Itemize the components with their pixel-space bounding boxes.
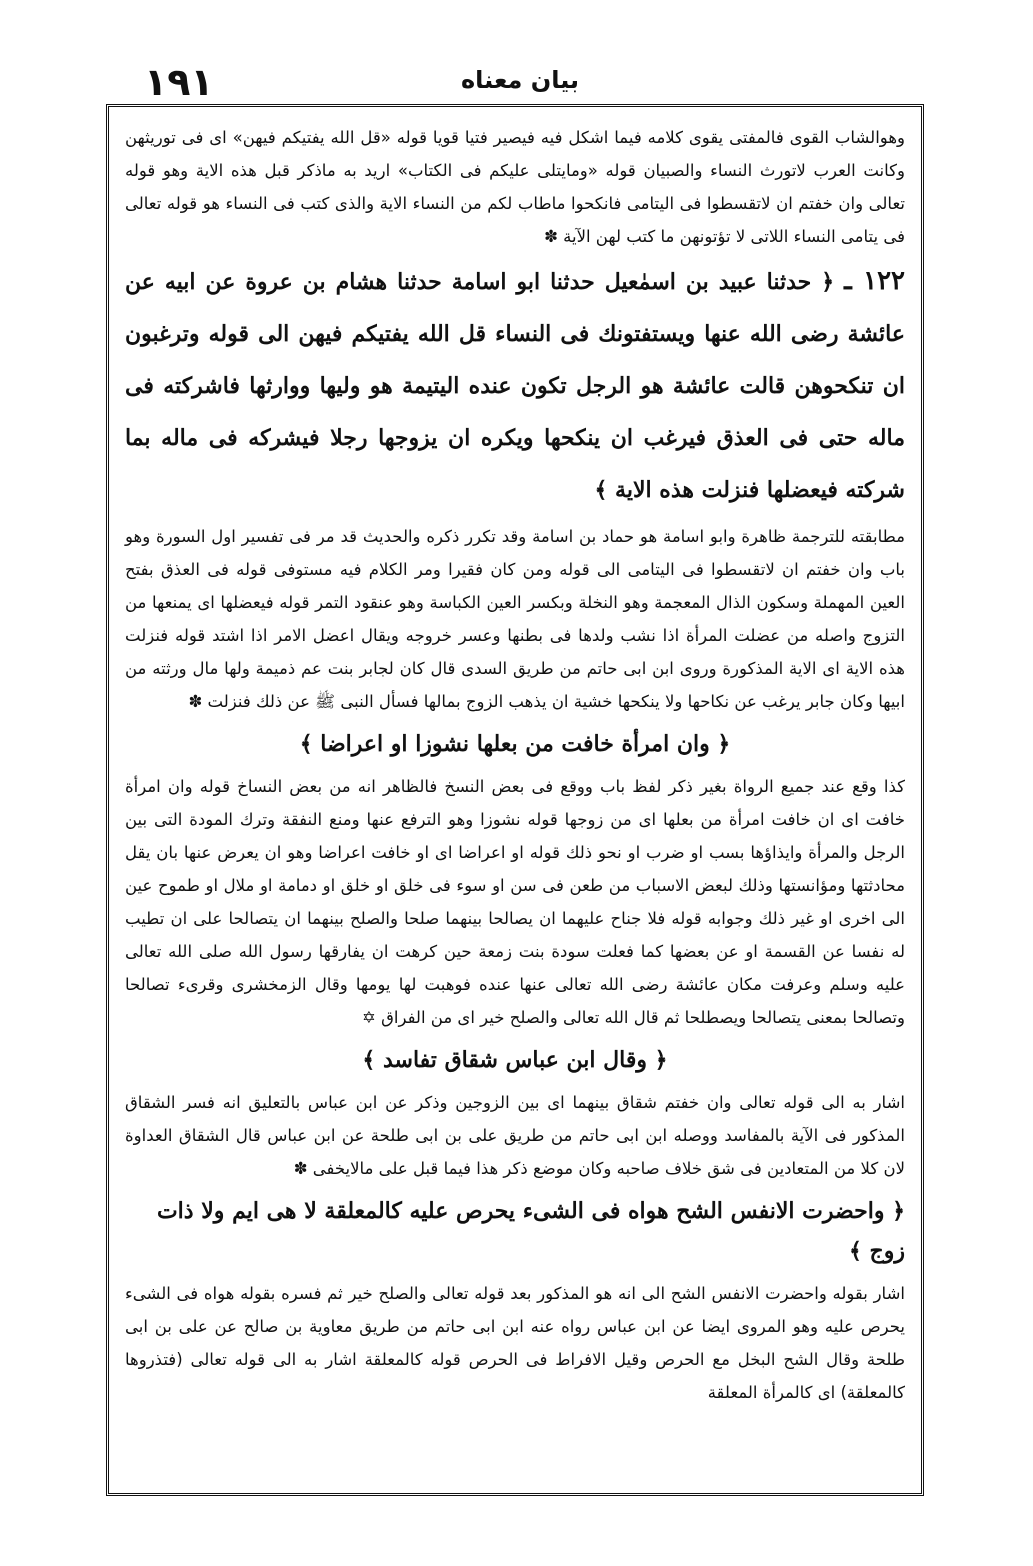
hadith-body: ﴿ حدثنا عبيد بن اسمٰعيل حدثنا ابو اسامة حدثنا هشام بن عروة عن ابيه عن عائشة رضی الله عنها ويستفتونك فی النساء قل الله يفتيكم فيهن الی قوله وترغبون ان تنكحوهن قالت عائشة هو الرجل تكون عنده اليتيمة هو وليها ووارثها فاشركته فی ماله حتی فی العذق فيرغب ان ينكحها ويكره ان يزوجها رجلا فيشركه فی ماله بما شركته فيعضلها فنزلت هذه الاية ﴾ bbox=[125, 269, 905, 503]
section-heading-2: ﴿ وان امرأة خافت من بعلها نشوزا او اعراضا ﴾ bbox=[299, 731, 731, 757]
running-title: بيان معناه bbox=[460, 66, 580, 94]
hadith-text bbox=[125, 255, 905, 516]
commentary-paragraph-1: مطابقته للترجمة ظاهرة وابو اسامة هو حماد بن اسامة وقد تكرر ذكره والحديث قد مر فی تفسير اول السورة وهو باب وان خفتم ان لاتقسطوا فی اليتامی الی قوله ومن كان فقيرا ومر الكلام فيه مستوفی قوله فی العذق بفتح العين المهملة وسكون الذال المعجمة وهو النخلة وبكسر العين الكباسة وهو عنقود التمر قوله فيعضلها ای يمنعها من التزوج واصله من عضلت المرأة اذا نشب ولدها فی بطنها وعسر خروجه ويقال اعضل الامر اذا اشتد قوله فنزلت هذه الاية ای الاية المذكورة وروی ابن ابی حاتم من طريق السدی قال كان لجابر بنت عم ذميمة ولها مال ورثته من ابيها وكان جابر يرغب عن نكاحها ولا ينكحها خشية ان يذهب الزوج بمالها فسأل النبی ﷺ عن ذلك فنزلت ✽ bbox=[125, 527, 905, 711]
page-number: ١٩١ bbox=[144, 60, 214, 104]
page-frame bbox=[106, 104, 924, 1496]
section-heading-3: ﴿ وقال ابن عباس شقاق تفاسد ﴾ bbox=[362, 1047, 668, 1073]
page-header bbox=[110, 62, 930, 102]
commentary-paragraph-2: كذا وقع عند جميع الرواة بغير ذكر لفظ باب ووقع فی بعض النسخ فالظاهر انه من بعض النساخ قوله وان امرأة خافت ای ان خافت امرأة من بعلها ای من زوجها قوله نشوزا وهو الترفع عنها ومنع النفقة وترك المودة التی بين الرجل والمرأة وايذاؤها بسب او ضرب او نحو ذلك قوله او اعراضا ای او خافت اعراضا وهو ان يعرض عنها بان يقل محادثتها ومؤانستها وذلك لبعض الاسباب من طعن فی سن او سوء فی خلق او خلق او دمامة او ملال او طموح عين الی اخری او غير ذلك وجوابه قوله فلا جناح عليهما ان يصالحا بينهما صلحا والصلح بينهما ان يتصالحا علی ان تطيب له نفسا عن القسمة او عن بعضها كما فعلت سودة بنت زمعة حين كرهت ان يفارقها رسول الله صلی الله تعالی عليه وسلم وعرفت مكان عائشة رضی الله تعالی عنها عنده فوهبت لها يومها وقال الزمخشری وقریء تصالحا وتصالحا بمعنی يتصالحا ويصطلحا ثم قال الله تعالی والصلح خير ای من الفراق ✡ bbox=[125, 777, 905, 1027]
hadith-number: ١٢٢ ـ bbox=[844, 266, 906, 296]
commentary-paragraph-3: اشار به الی قوله تعالی وان خفتم شقاق بينهما ای بين الزوجين وذكر عن ابن عباس بالتعليق انه فسر الشقاق المذكور فی الآية بالمفاسد ووصله ابن ابی حاتم من طريق علی بن ابی طلحة عن ابن عباس قال الشقاق العداوة لان كلا من المتعادين فی شق خلاف صاحبه وكان موضع ذكر هذا فيما قبل علی مالايخفی ✽ bbox=[125, 1093, 905, 1178]
intro-paragraph: وهوالشاب القوی فالمفتی يقوی كلامه فيما اشكل فيه فيصير فتيا قويا قوله «قل الله يفتيكم فيهن» ای فی توريثهن وكانت العرب لاتورث النساء والصبيان قوله «ومايتلی عليكم فی الكتاب» اريد به ماذكر قبل هذه الاية وهو قوله تعالی وان خفتم ان لاتقسطوا فی اليتامی فانكحوا ماطاب لكم من النساء الاية والذی كتب فی النساء هو قوله تعالی فی يتامی النساء اللاتی لا تؤتونهن ما كتب لهن الآية ✽ bbox=[125, 128, 905, 246]
commentary-paragraph-4: اشار بقوله واحضرت الانفس الشح الی انه هو المذكور بعد قوله تعالی والصلح خير ثم فسره بقوله هواه فی الشیء يحرص عليه وهو المروی ايضا عن ابن عباس رواه عنه ابن ابی حاتم من طريق معاوية بن صالح عن علی بن ابی طلحة وقال الشح البخل مع الحرص وقيل الافراط فی الحرص قوله كالمعلقة اشار به الی قوله تعالی (فتذروها كالمعلقة) ای كالمرأة المعلقة bbox=[125, 1284, 905, 1402]
section-heading-4: ﴿ واحضرت الانفس الشح هواه فی الشیء يحرص عليه كالمعلقة لا هی ايم ولا ذات زوج ﴾ bbox=[156, 1198, 905, 1264]
